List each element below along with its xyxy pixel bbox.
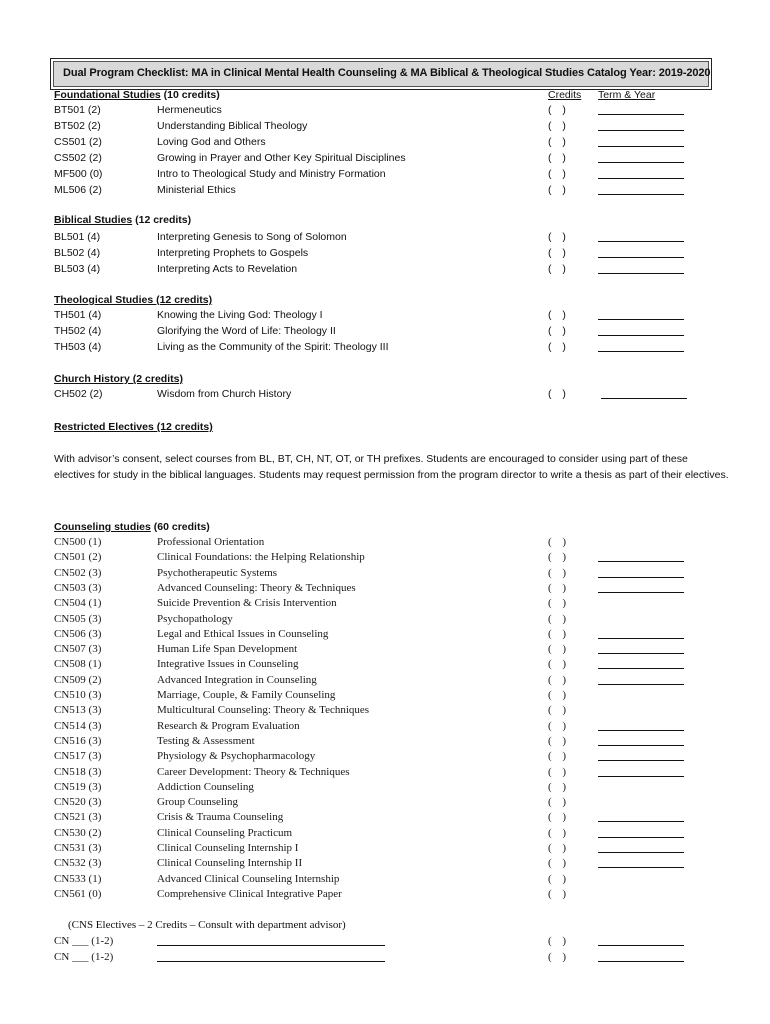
course-name: Wisdom from Church History — [157, 388, 292, 400]
course-row — [54, 841, 734, 856]
course-row — [54, 167, 734, 182]
term-year-blank[interactable] — [598, 867, 684, 868]
term-year-blank[interactable] — [598, 961, 684, 962]
course-row — [54, 340, 734, 355]
term-year-blank[interactable] — [598, 837, 684, 838]
credits-checkbox[interactable]: ( ) — [548, 341, 570, 353]
course-row — [54, 642, 734, 657]
page-title: Dual Program Checklist: MA in Clinical Mental Health Counseling & MA Biblical & Theological Studies Catalog Year: 2019-2020 — [63, 67, 711, 79]
credits-checkbox[interactable]: ( ) — [548, 247, 570, 259]
course-row — [54, 596, 734, 611]
course-row — [54, 230, 734, 245]
course-code: CN532 (3) — [54, 857, 102, 870]
term-year-blank[interactable] — [598, 561, 684, 562]
credits-checkbox[interactable]: ( ) — [548, 719, 571, 732]
course-name: Growing in Prayer and Other Key Spiritual Disciplines — [157, 152, 406, 164]
credits-checkbox[interactable]: ( ) — [548, 842, 571, 854]
course-row — [54, 734, 734, 749]
credits-checkbox[interactable]: ( ) — [548, 231, 570, 243]
course-row — [54, 246, 734, 261]
credits-checkbox[interactable]: ( ) — [548, 935, 571, 947]
course-code: CN561 (0) — [54, 887, 102, 900]
cns-electives-note: (CNS Electives – 2 Credits – Consult with department advisor) — [68, 919, 346, 931]
credits-checkbox[interactable]: ( ) — [548, 627, 571, 640]
term-year-blank[interactable] — [598, 194, 684, 195]
course-name: Research & Program Evaluation — [157, 719, 300, 732]
course-row — [54, 183, 734, 198]
course-row — [54, 688, 734, 703]
course-code: BL501 (4) — [54, 231, 101, 243]
credits-checkbox[interactable]: ( ) — [548, 643, 571, 656]
term-year-blank[interactable] — [598, 146, 684, 147]
credits-checkbox[interactable]: ( ) — [548, 152, 570, 164]
credits-checkbox[interactable]: ( ) — [548, 309, 570, 321]
term-year-blank[interactable] — [598, 945, 684, 946]
credits-checkbox[interactable]: ( ) — [548, 597, 571, 610]
credits-checkbox[interactable]: ( ) — [548, 750, 571, 763]
course-code: CN517 (3) — [54, 750, 102, 763]
course-code: CN504 (1) — [54, 597, 102, 610]
credits-checkbox[interactable]: ( ) — [548, 765, 571, 778]
course-code: CN519 (3) — [54, 780, 102, 793]
course-code: CN502 (3) — [54, 566, 102, 579]
course-name-blank[interactable] — [157, 961, 385, 962]
course-name: Understanding Biblical Theology — [157, 120, 308, 132]
course-name: Clinical Counseling Internship II — [157, 857, 303, 870]
course-code: CS501 (2) — [54, 136, 102, 148]
credits-checkbox[interactable]: ( ) — [548, 536, 571, 548]
credits-checkbox[interactable]: ( ) — [548, 120, 570, 132]
credits-column-header: Credits — [548, 89, 582, 101]
course-name: Advanced Clinical Counseling Internship — [157, 872, 340, 885]
term-year-blank[interactable] — [598, 178, 684, 179]
course-name: Psychotherapeutic Systems — [157, 566, 278, 579]
course-name: Psychopathology — [157, 612, 233, 625]
course-name-blank[interactable] — [157, 945, 385, 946]
course-code: BL502 (4) — [54, 247, 101, 259]
course-name: Crisis & Trauma Counseling — [157, 811, 284, 824]
term-year-blank[interactable] — [598, 592, 684, 593]
credits-checkbox[interactable]: ( ) — [548, 951, 571, 963]
course-row — [54, 119, 734, 134]
course-name: Interpreting Prophets to Gospels — [157, 247, 309, 259]
course-name: Suicide Prevention & Crisis Intervention — [157, 597, 337, 610]
course-row — [54, 581, 734, 596]
course-name: Clinical Foundations: the Helping Relationship — [157, 551, 365, 564]
term-year-blank[interactable] — [598, 335, 684, 336]
course-name: Clinical Counseling Practicum — [157, 826, 293, 839]
term-year-blank[interactable] — [598, 351, 684, 352]
credits-checkbox[interactable]: ( ) — [548, 796, 571, 809]
credits-checkbox[interactable]: ( ) — [548, 857, 571, 870]
credits-checkbox[interactable]: ( ) — [548, 673, 571, 686]
course-code: CN533 (1) — [54, 872, 102, 885]
course-row — [54, 780, 734, 795]
credits-checkbox[interactable]: ( ) — [548, 658, 571, 671]
term-year-blank[interactable] — [598, 162, 684, 163]
course-row — [54, 612, 734, 627]
course-code: CN513 (3) — [54, 704, 102, 717]
course-row — [54, 550, 734, 565]
course-code: CN518 (3) — [54, 765, 102, 778]
term-year-blank[interactable] — [598, 684, 684, 685]
course-code: MF500 (0) — [54, 168, 103, 180]
term-year-blank[interactable] — [598, 745, 684, 746]
credits-checkbox[interactable]: ( ) — [548, 811, 571, 824]
restricted-paragraph: With advisor’s consent, select courses from BL, BT, CH, NT, OT, or TH prefixes. Students are encouraged to consider using part of these electives for study in the biblical languages. Students may request permission from the program director to write a thesis as part of their electives. — [54, 453, 729, 481]
course-row — [54, 387, 734, 402]
course-code: CN503 (3) — [54, 581, 102, 594]
term-year-blank[interactable] — [598, 319, 684, 320]
course-row — [54, 719, 734, 734]
course-row — [54, 673, 734, 688]
course-name: Human Life Span Development — [157, 643, 298, 656]
course-code: CN508 (1) — [54, 658, 102, 671]
course-name: Addiction Counseling — [157, 780, 254, 793]
term-year-blank[interactable] — [598, 668, 684, 669]
course-row — [54, 657, 734, 672]
course-code: CN505 (3) — [54, 612, 102, 625]
term-year-blank[interactable] — [598, 114, 684, 115]
church-history-heading: Church History (2 credits) — [54, 373, 183, 385]
course-code: CN ___ (1-2) — [54, 935, 114, 947]
term-year-blank[interactable] — [598, 821, 684, 822]
course-name: Loving God and Others — [157, 136, 266, 148]
course-code: CN520 (3) — [54, 796, 102, 809]
credits-checkbox[interactable]: ( ) — [548, 887, 571, 900]
course-row — [54, 887, 734, 902]
course-name: Knowing the Living God: Theology I — [157, 309, 323, 321]
counseling-heading: Counseling studies (60 credits) — [54, 521, 210, 533]
term-year-blank[interactable] — [598, 638, 684, 639]
credits-checkbox[interactable]: ( ) — [548, 325, 570, 337]
theological-heading: Theological Studies (12 credits) — [54, 294, 213, 306]
course-code: CN510 (3) — [54, 689, 102, 701]
course-name: Interpreting Genesis to Song of Solomon — [157, 231, 347, 243]
credits-checkbox[interactable]: ( ) — [548, 872, 571, 885]
credits-checkbox[interactable]: ( ) — [548, 612, 571, 625]
course-row — [54, 627, 734, 642]
course-code: BT502 (2) — [54, 120, 101, 132]
foundational-heading: Foundational Studies (10 credits) — [54, 89, 220, 101]
biblical-heading: Biblical Studies (12 credits) — [54, 214, 192, 226]
course-row — [54, 103, 734, 118]
course-name: Advanced Counseling: Theory & Techniques — [157, 581, 356, 594]
course-row — [54, 135, 734, 150]
credits-checkbox[interactable]: ( ) — [548, 704, 571, 717]
course-row — [54, 566, 734, 581]
course-name: Advanced Integration in Counseling — [157, 673, 317, 686]
course-name: Marriage, Couple, & Family Counseling — [157, 689, 336, 701]
course-code: CN506 (3) — [54, 627, 102, 640]
term-column-header: Term & Year — [598, 89, 656, 101]
term-year-blank[interactable] — [598, 653, 684, 654]
elective-row — [54, 950, 734, 965]
course-code: BL503 (4) — [54, 263, 101, 275]
course-row — [54, 703, 734, 718]
course-name: Comprehensive Clinical Integrative Paper — [157, 887, 342, 900]
term-year-blank[interactable] — [598, 730, 684, 731]
credits-checkbox[interactable]: ( ) — [548, 104, 570, 116]
term-year-blank[interactable] — [598, 257, 684, 258]
course-name: Interpreting Acts to Revelation — [157, 263, 298, 275]
course-row — [54, 308, 734, 323]
course-code: TH503 (4) — [54, 341, 102, 353]
course-name: Glorifying the Word of Life: Theology II — [157, 325, 336, 337]
term-year-blank[interactable] — [598, 241, 684, 242]
course-name: Integrative Issues in Counseling — [157, 658, 299, 671]
credits-checkbox[interactable]: ( ) — [548, 136, 570, 148]
elective-row — [54, 934, 734, 949]
term-year-blank[interactable] — [601, 398, 687, 399]
course-code: CN ___ (1-2) — [54, 951, 114, 963]
course-row — [54, 765, 734, 780]
term-year-blank[interactable] — [598, 776, 684, 777]
course-name: Legal and Ethical Issues in Counseling — [157, 627, 329, 640]
credits-checkbox[interactable]: ( ) — [548, 826, 571, 839]
course-row — [54, 749, 734, 764]
course-code: ML506 (2) — [54, 184, 102, 196]
credits-checkbox[interactable]: ( ) — [548, 566, 571, 579]
credits-checkbox[interactable]: ( ) — [548, 263, 570, 275]
course-name: Physiology & Psychopharmacology — [157, 750, 316, 763]
course-name: Testing & Assessment — [157, 734, 255, 747]
course-row — [54, 324, 734, 339]
course-code: CN514 (3) — [54, 719, 102, 732]
course-row — [54, 872, 734, 887]
course-name: Living as the Community of the Spirit: Theology III — [157, 341, 389, 353]
restricted-heading: Restricted Electives (12 credits) — [54, 421, 213, 433]
course-code: CN516 (3) — [54, 734, 102, 747]
course-row — [54, 826, 734, 841]
course-code: CN521 (3) — [54, 811, 102, 824]
term-year-blank[interactable] — [598, 760, 684, 761]
course-code: BT501 (2) — [54, 104, 101, 116]
term-year-blank[interactable] — [598, 577, 684, 578]
course-code: CN509 (2) — [54, 673, 102, 686]
course-code: CN500 (1) — [54, 536, 102, 548]
term-year-blank[interactable] — [598, 130, 684, 131]
course-name: Ministerial Ethics — [157, 184, 236, 196]
course-name: Group Counseling — [157, 796, 238, 809]
course-code: CN530 (2) — [54, 826, 102, 839]
credits-checkbox[interactable]: ( ) — [548, 780, 571, 793]
course-code: TH502 (4) — [54, 325, 102, 337]
course-code: CN507 (3) — [54, 643, 102, 656]
course-name: Hermeneutics — [157, 104, 222, 116]
title-box — [50, 58, 712, 90]
credits-checkbox[interactable]: ( ) — [548, 551, 571, 564]
course-code: CN501 (2) — [54, 551, 102, 564]
course-code: TH501 (4) — [54, 309, 102, 321]
course-name: Clinical Counseling Internship I — [157, 842, 299, 854]
course-name: Multicultural Counseling: Theory & Techniques — [157, 704, 370, 717]
course-name: Professional Orientation — [157, 536, 265, 548]
credits-checkbox[interactable]: ( ) — [548, 734, 571, 747]
credits-checkbox[interactable]: ( ) — [548, 184, 570, 196]
course-code: CH502 (2) — [54, 388, 103, 400]
course-name: Intro to Theological Study and Ministry Formation — [157, 168, 386, 180]
course-code: CS502 (2) — [54, 152, 102, 164]
credits-checkbox[interactable]: ( ) — [548, 689, 571, 701]
course-name: Career Development: Theory & Techniques — [157, 765, 350, 778]
credits-checkbox[interactable]: ( ) — [548, 168, 570, 180]
course-code: CN531 (3) — [54, 842, 102, 854]
course-row — [54, 856, 734, 871]
course-row — [54, 262, 734, 277]
term-year-blank[interactable] — [598, 852, 684, 853]
course-row — [54, 151, 734, 166]
course-row — [54, 535, 734, 550]
course-row — [54, 810, 734, 825]
course-row — [54, 795, 734, 810]
credits-checkbox[interactable]: ( ) — [548, 581, 571, 594]
credits-checkbox[interactable]: ( ) — [548, 388, 570, 400]
term-year-blank[interactable] — [598, 273, 684, 274]
